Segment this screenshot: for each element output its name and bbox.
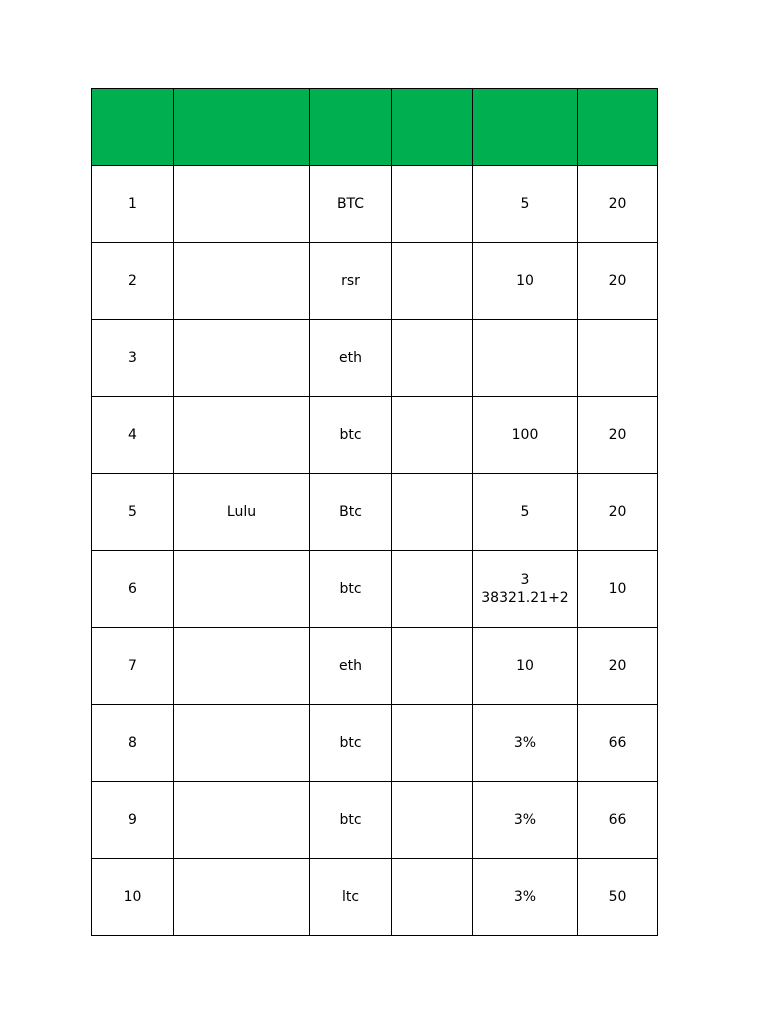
table-cell: 6 <box>92 551 174 628</box>
table-cell <box>174 782 310 859</box>
table-cell: 20 <box>578 628 658 705</box>
table-cell <box>174 705 310 782</box>
table-row <box>92 397 658 474</box>
table-cell: 50 <box>578 859 658 936</box>
table-cell: 4 <box>92 397 174 474</box>
table-row <box>92 628 658 705</box>
table-cell <box>174 320 310 397</box>
table-cell: 3% <box>473 859 578 936</box>
table-row <box>92 705 658 782</box>
table-cell: btc <box>310 397 392 474</box>
table-row <box>92 243 658 320</box>
table-cell <box>392 166 473 243</box>
table-row <box>92 320 658 397</box>
table-cell <box>174 243 310 320</box>
table-cell: 3 38321.21+2 <box>473 551 578 628</box>
header-cell <box>578 89 658 166</box>
table-cell: 10 <box>92 859 174 936</box>
table-cell: rsr <box>310 243 392 320</box>
table-cell <box>392 320 473 397</box>
table-cell: 20 <box>578 474 658 551</box>
table-cell <box>392 628 473 705</box>
header-cell <box>392 89 473 166</box>
table-cell: btc <box>310 782 392 859</box>
table-cell: 66 <box>578 705 658 782</box>
table-cell: BTC <box>310 166 392 243</box>
table-cell: Btc <box>310 474 392 551</box>
table-cell: Lulu <box>174 474 310 551</box>
table-row <box>92 551 658 628</box>
table-cell <box>392 859 473 936</box>
table-cell: 10 <box>473 628 578 705</box>
table-row <box>92 859 658 936</box>
table-cell: 20 <box>578 166 658 243</box>
table-cell: 3 <box>92 320 174 397</box>
table-cell: 3% <box>473 782 578 859</box>
table-cell: 20 <box>578 243 658 320</box>
table-cell <box>174 551 310 628</box>
table-cell <box>174 397 310 474</box>
table-cell: 10 <box>473 243 578 320</box>
table-cell: 9 <box>92 782 174 859</box>
table-cell: 2 <box>92 243 174 320</box>
table-cell <box>392 705 473 782</box>
table-cell: ltc <box>310 859 392 936</box>
table-cell: 100 <box>473 397 578 474</box>
table-cell <box>578 320 658 397</box>
header-cell <box>310 89 392 166</box>
table-cell <box>392 397 473 474</box>
table-cell: 3% <box>473 705 578 782</box>
table-cell: 20 <box>578 397 658 474</box>
table-cell: btc <box>310 551 392 628</box>
table-cell: 5 <box>473 474 578 551</box>
table-cell: 10 <box>578 551 658 628</box>
table-cell: 66 <box>578 782 658 859</box>
table-cell <box>174 859 310 936</box>
table-cell: 1 <box>92 166 174 243</box>
table-cell: btc <box>310 705 392 782</box>
header-row <box>92 89 658 166</box>
table-cell <box>392 782 473 859</box>
table-cell: 8 <box>92 705 174 782</box>
table-cell <box>392 243 473 320</box>
table-cell: 5 <box>473 166 578 243</box>
header-cell <box>92 89 174 166</box>
table-row <box>92 782 658 859</box>
table-cell: eth <box>310 628 392 705</box>
table-row <box>92 474 658 551</box>
header-cell <box>174 89 310 166</box>
table-body <box>92 166 658 936</box>
table-cell <box>174 628 310 705</box>
table-cell: 5 <box>92 474 174 551</box>
table-cell <box>392 474 473 551</box>
header-cell <box>473 89 578 166</box>
data-table <box>91 88 658 936</box>
table-cell <box>473 320 578 397</box>
table-row <box>92 166 658 243</box>
table-cell <box>392 551 473 628</box>
table-cell: 7 <box>92 628 174 705</box>
table-cell <box>174 166 310 243</box>
table-cell: eth <box>310 320 392 397</box>
